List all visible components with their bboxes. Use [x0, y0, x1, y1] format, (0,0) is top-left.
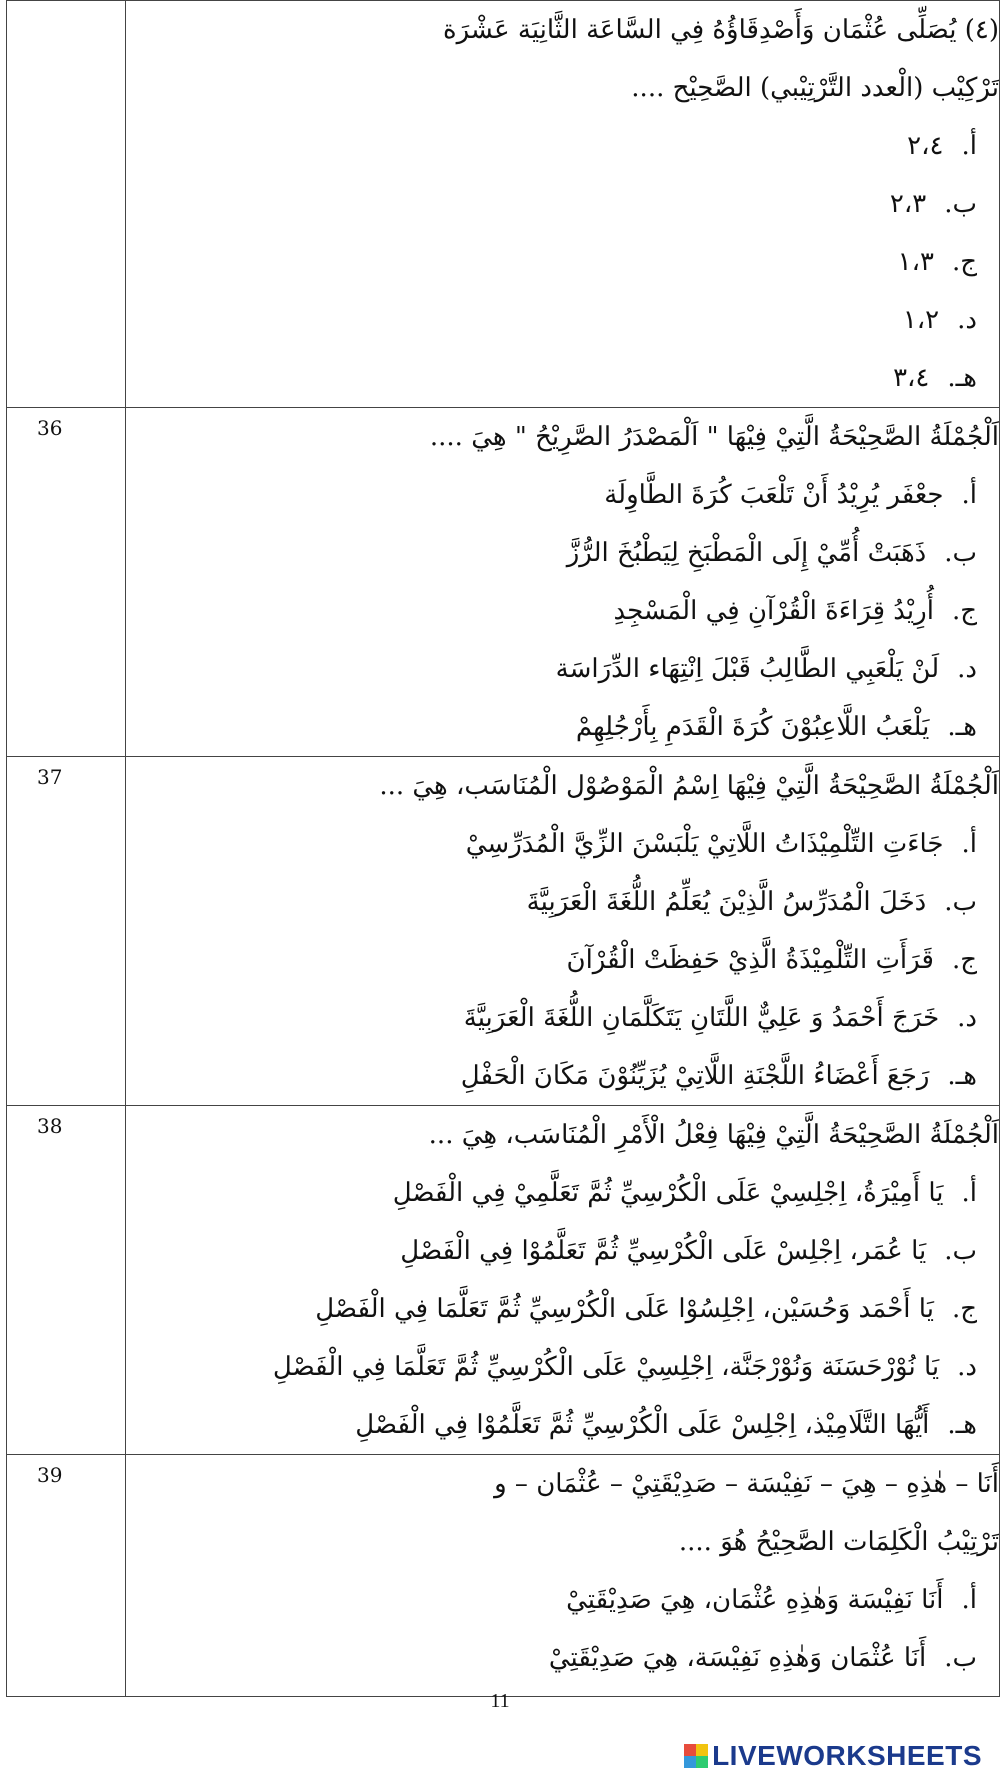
- option-d[interactable]: [126, 1338, 999, 1396]
- option-label: د.: [957, 305, 977, 335]
- option-d[interactable]: [126, 640, 999, 698]
- option-text: ١،٢: [902, 305, 940, 335]
- option-text: جَاءَتِ التِّلْمِيْذَاتُ اللَّاتِيْ يَلْبَسْنَ الزِّيَّ الْمُدَرِّسِيْ: [465, 829, 944, 859]
- option-a[interactable]: [126, 1164, 999, 1222]
- option-label: ب.: [944, 887, 977, 917]
- option-c[interactable]: [126, 931, 999, 989]
- option-b[interactable]: [126, 1222, 999, 1280]
- option-label: هـ.: [947, 712, 977, 742]
- option-text: جعْفَر يُرِيْدُ أَنْ تَلْعَبَ كُرَةَ الطَّاوِلَة: [604, 480, 944, 510]
- option-label: ب.: [944, 1643, 977, 1673]
- liveworksheets-logo[interactable]: [684, 1740, 982, 1772]
- option-label: د.: [957, 1352, 977, 1382]
- option-label: ب.: [944, 538, 977, 568]
- option-label: ج.: [951, 596, 977, 626]
- option-text: يَا أَحْمَد وَحُسَيْن، اِجْلِسُوْا عَلَى الْكُرْسِيِّ ثُمَّ تَعَلَّمَا فِي الْفَصْلِ: [315, 1294, 934, 1324]
- option-text: خَرَجَ أَحْمَدُ وَ عَلِيٌّ اللَّتَانِ يَتَكَلَّمَانِ اللُّغَةَ الْعَرَبِيَّةَ: [463, 1003, 940, 1033]
- option-d[interactable]: [126, 291, 999, 349]
- question-stem: اَلْجُمْلَةُ الصَّحِيْحَةُ الَّتِيْ فِيْهَا " اَلْمَصْدَرُ الصَّرِيْحُ " هِيَ ....: [429, 422, 999, 452]
- option-text: قَرَأَتِ التِّلْمِيْذَةُ الَّذِيْ حَفِظَتْ الْقُرْآنَ: [566, 945, 934, 975]
- option-e[interactable]: [126, 1396, 999, 1454]
- question-row-39: [7, 1455, 1000, 1697]
- option-text: يَا نُوْرْحَسَنَة وَنُوْرْجَنَّة، اِجْلِسِيْ عَلَى الْكُرْسِيِّ ثُمَّ تَعَلَّمَا فِي الْفَصْلِ: [272, 1352, 940, 1382]
- question-number: [7, 1, 126, 408]
- option-text: يَا عُمَر، اِجْلِسْ عَلَى الْكُرْسِيِّ ثُمَّ تَعَلَّمُوْا فِي الْفَصْلِ: [400, 1236, 927, 1266]
- option-label: ج.: [951, 1294, 977, 1324]
- option-label: ب.: [944, 1236, 977, 1266]
- option-label: أ.: [961, 1178, 977, 1208]
- option-a[interactable]: [126, 117, 999, 175]
- option-e[interactable]: [126, 1047, 999, 1105]
- option-text: أَنَا نَفِيْسَة وَهٰذِهِ عُثْمَان، هِيَ صَدِيْقَتِيْ: [566, 1585, 944, 1615]
- option-b[interactable]: [126, 1629, 999, 1687]
- logo-icon: [684, 1744, 708, 1768]
- option-label: ب.: [944, 189, 977, 219]
- option-text: يَلْعَبُ اللَّاعِبُوْنَ كُرَةَ الْقَدَمِ بِأَرْجُلِهِمْ: [575, 712, 930, 742]
- option-a[interactable]: [126, 466, 999, 524]
- option-c[interactable]: [126, 582, 999, 640]
- questions-table: [6, 0, 1000, 1697]
- option-a[interactable]: [126, 815, 999, 873]
- option-text: لَنْ يَلْعَبِي الطَّالِبُ قَبْلَ اِنْتِهَاء الدِّرَاسَة: [555, 654, 940, 684]
- question-content: [126, 757, 1000, 1106]
- question-content: [126, 1106, 1000, 1455]
- option-label: د.: [957, 1003, 977, 1033]
- question-content: [126, 1455, 1000, 1697]
- question-number: 36: [7, 408, 126, 757]
- question-stem: أَنَا – هٰذِهِ – هِيَ – نَفِيْسَة – صَدِيْقَتِيْ – عُثْمَان – و: [494, 1469, 999, 1499]
- option-label: أ.: [961, 480, 977, 510]
- option-b[interactable]: [126, 524, 999, 582]
- option-text: ٣،٤: [893, 363, 930, 393]
- option-b[interactable]: [126, 873, 999, 931]
- option-a[interactable]: [126, 1571, 999, 1629]
- page-number: 11: [490, 1690, 510, 1712]
- question-row-38: [7, 1106, 1000, 1455]
- option-d[interactable]: [126, 989, 999, 1047]
- option-label: أ.: [961, 131, 977, 161]
- question-stem: اَلْجُمْلَةُ الصَّحِيْحَةُ الَّتِيْ فِيْهَا اِسْمُ الْمَوْصُوْل الْمُنَاسَب، هِيَ ...: [379, 771, 999, 801]
- question-number: 38: [7, 1106, 126, 1455]
- option-text: ١،٣: [897, 247, 934, 277]
- worksheet: [6, 0, 1000, 1697]
- option-text: يَا أَمِيْرَةُ، اِجْلِسِيْ عَلَى الْكُرْسِيِّ ثُمَّ تَعَلَّمِيْ فِي الْفَصْلِ: [392, 1178, 944, 1208]
- option-text: ٢،٣: [889, 189, 927, 219]
- question-content: [126, 408, 1000, 757]
- question-prompt: تَرْتِيْبُ الْكَلِمَات الصَّحِيْحُ هُوَ ....: [678, 1527, 999, 1557]
- option-text: ٢،٤: [907, 131, 944, 161]
- option-label: د.: [957, 654, 977, 684]
- brand-name: LIVEWORKSHEETS: [712, 1740, 982, 1771]
- option-text: ذَهَبَتْ أُمِّيْ إِلَى الْمَطْبَخِ لِيَطْبُخَ الرُّزَّ: [566, 538, 927, 568]
- option-label: أ.: [961, 1585, 977, 1615]
- option-label: أ.: [961, 829, 977, 859]
- option-label: ج.: [951, 945, 977, 975]
- question-prompt: تَرْكِيْب (الْعدد التَّرْتِيْبي) الصَّحِيْح ....: [631, 73, 999, 103]
- option-c[interactable]: [126, 233, 999, 291]
- option-label: هـ.: [947, 1061, 977, 1091]
- option-label: ج.: [951, 247, 977, 277]
- question-row-36: [7, 408, 1000, 757]
- option-text: رَجَعَ أَعْضَاءُ اللَّجْنَةِ اللَّاتِيْ يُزَيِّنُوْنَ مَكَانَ الْحَفْلِ: [460, 1061, 930, 1091]
- question-row-prev: [7, 1, 1000, 408]
- question-row-37: [7, 757, 1000, 1106]
- option-b[interactable]: [126, 175, 999, 233]
- option-label: هـ.: [947, 363, 977, 393]
- option-text: أَيُّهَا التَّلَامِيْذ، اِجْلِسْ عَلَى الْكُرْسِيِّ ثُمَّ تَعَلَّمُوْا فِي الْفَصْلِ: [355, 1410, 930, 1440]
- option-label: هـ.: [947, 1410, 977, 1440]
- question-number: 37: [7, 757, 126, 1106]
- option-e[interactable]: [126, 698, 999, 756]
- question-content: [126, 1, 1000, 408]
- option-text: أَنَا عُثْمَان وَهٰذِهِ نَفِيْسَة، هِيَ صَدِيْقَتِيْ: [548, 1643, 927, 1673]
- option-text: دَخَلَ الْمُدَرِّسُ الَّذِيْنَ يُعَلِّمُ اللُّغَةَ الْعَرَبِيَّةَ: [526, 887, 927, 917]
- option-e[interactable]: [126, 349, 999, 407]
- option-c[interactable]: [126, 1280, 999, 1338]
- question-number: 39: [7, 1455, 126, 1697]
- question-stem: اَلْجُمْلَةُ الصَّحِيْحَةُ الَّتِيْ فِيْهَا فِعْلُ الْأَمْرِ الْمُنَاسَب، هِيَ ...: [428, 1120, 999, 1150]
- question-stem: (٤) يُصَلِّى عُثْمَان وَأَصْدِقَاؤُهُ فِي السَّاعَة الثَّانِيَة عَشْرَة: [442, 15, 999, 45]
- option-text: أُرِيْدُ قِرَاءَةَ الْقُرْآنِ فِي الْمَسْجِدِ: [613, 596, 934, 626]
